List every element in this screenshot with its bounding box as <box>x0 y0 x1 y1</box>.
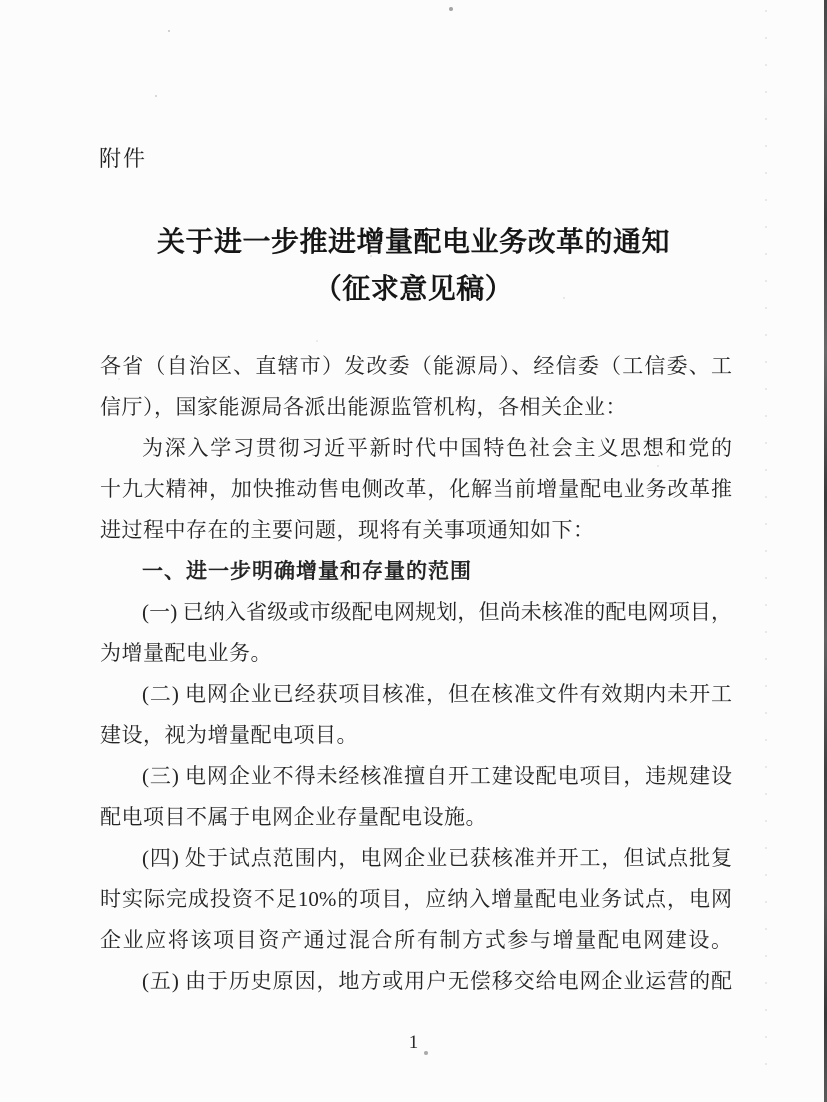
scan-perforation-artifact <box>765 10 767 1090</box>
attachment-label: 附件 <box>99 146 148 171</box>
document-line: (五) 由于历史原因，地方或用户无偿移交给电网企业运营的配 <box>142 969 732 993</box>
document-line: 建设，视为增量配电项目。 <box>100 723 358 747</box>
document-title: 关于进一步推进增量配电业务改革的通知 <box>156 227 670 258</box>
document-line: 信厅），国家能源局各派出能源监管机构，各相关企业： <box>100 395 627 419</box>
document-line: 一、进一步明确增量和存量的范围 <box>142 560 472 583</box>
document-line: (四) 处于试点范围内，电网企业已获核准并开工，但试点批复 <box>142 846 732 870</box>
document-subtitle: （征求意见稿） <box>313 274 514 305</box>
document-body <box>100 346 732 1002</box>
document-line: 时实际完成投资不足10%的项目，应纳入增量配电业务试点，电网 <box>100 887 732 911</box>
scan-noise-specks <box>168 30 170 32</box>
document-line: 进过程中存在的主要问题，现将有关事项通知如下： <box>100 518 595 542</box>
document-line: (一) 已纳入省级或市级配电网规划，但尚未核准的配电网项目， <box>142 600 732 624</box>
document-line: 为深入学习贯彻习近平新时代中国特色社会主义思想和党的 <box>142 436 732 460</box>
document-line: 十九大精神，加快推动售电侧改革，化解当前增量配电业务改革推 <box>100 477 732 501</box>
document-line: 配电项目不属于电网企业存量配电设施。 <box>100 805 487 829</box>
document-line: 企业应将该项目资产通过混合所有制方式参与增量配电网建设。 <box>100 928 732 952</box>
document-title-block <box>0 219 827 313</box>
document-line: 为增量配电业务。 <box>100 641 272 665</box>
document-line: (二) 电网企业已经获项目核准，但在核准文件有效期内未开工 <box>142 682 732 706</box>
document-line: (三) 电网企业不得未经核准擅自开工建设配电项目，违规建设 <box>142 764 732 788</box>
document-line: 各省（自治区、直辖市）发改委（能源局）、经信委（工信委、工 <box>100 354 732 378</box>
page-number: 1 <box>408 1032 419 1053</box>
